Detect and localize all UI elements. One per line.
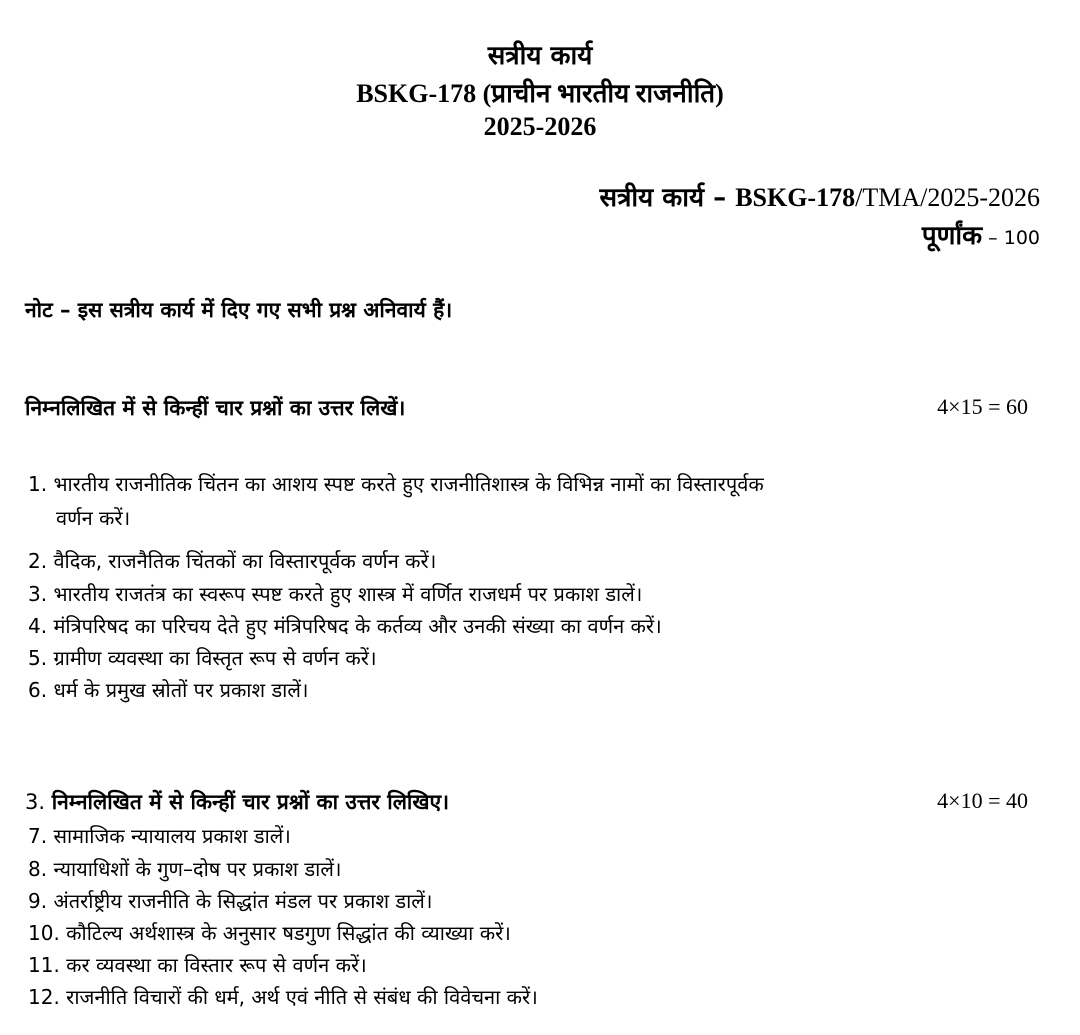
assignment-code bbox=[600, 178, 1041, 214]
course-title bbox=[0, 74, 1080, 110]
section2-number: 3. bbox=[25, 790, 52, 814]
total-marks bbox=[922, 216, 1040, 252]
question-8: 8. न्यायाधिशों के गुण–दोष पर प्रकाश डालें। bbox=[28, 857, 342, 881]
total-marks-sep: – bbox=[982, 227, 1004, 249]
question-10: 10. कौटिल्य अर्थशास्त्र के अनुसार षडगुण सिद्धांत की व्याख्या करें। bbox=[28, 921, 511, 945]
question-11: 11. कर व्यवस्था का विस्तार रूप से वर्णन करें। bbox=[28, 953, 367, 977]
assignment-code-bold: BSKG-178 bbox=[735, 183, 856, 212]
question-6: 6. धर्म के प्रमुख स्रोतों पर प्रकाश डालें। bbox=[28, 678, 309, 702]
assignment-code-rest: /TMA/2025-2026 bbox=[855, 183, 1040, 212]
instruction-note: नोट – इस सत्रीय कार्य में दिए गए सभी प्रश्न अनिवार्य हैं। bbox=[25, 298, 453, 322]
question-3: 3. भारतीय राजतंत्र का स्वरूप स्पष्ट करते हुए शास्त्र में वर्णित राजधर्म पर प्रकाश डालें। bbox=[28, 582, 643, 606]
course-title-text: BSKG-178 (प्राचीन भारतीय राजनीति) bbox=[356, 79, 724, 108]
question-1: 1. भारतीय राजनीतिक चिंतन का आशय स्पष्ट करते हुए राजनीतिशास्त्र के विभिन्न नामों का विस्तारपूर्वक bbox=[28, 472, 764, 496]
question-4: 4. मंत्रिपरिषद का परिचय देते हुए मंत्रिपरिषद के कर्तव्य और उनकी संख्या का वर्णन करें। bbox=[28, 614, 662, 638]
assignment-code-prefix: सत्रीय कार्य – bbox=[599, 183, 736, 213]
total-marks-value: 100 bbox=[1003, 227, 1040, 249]
question-12: 12. राजनीति विचारों की धर्म, अर्थ एवं नीति से संबंध की विवेचना करें। bbox=[28, 985, 538, 1009]
question-5: 5. ग्रामीण व्यवस्था का विस्तृत रूप से वर्णन करें। bbox=[28, 646, 377, 670]
section1-marks: 4×15 = 60 bbox=[937, 394, 1028, 419]
section1-heading: निम्नलिखित में से किन्हीं चार प्रश्नों का उत्तर लिखें। bbox=[25, 396, 406, 420]
total-marks-label: पूर्णांक bbox=[921, 221, 983, 251]
document-title: सत्रीय कार्य bbox=[487, 41, 593, 71]
session-year: 2025-2026 bbox=[483, 112, 597, 141]
question-9: 9. अंतर्राष्ट्रीय राजनीति के सिद्धांत मंडल पर प्रकाश डालें। bbox=[28, 889, 433, 913]
section2-heading bbox=[25, 788, 449, 816]
section2-marks: 4×10 = 40 bbox=[937, 788, 1028, 813]
section2-heading-text: निम्नलिखित में से किन्हीं चार प्रश्नों का उत्तर लिखिए। bbox=[51, 790, 450, 814]
question-1-continued: वर्णन करें। bbox=[56, 506, 131, 530]
question-2: 2. वैदिक, राजनैतिक चिंतकों का विस्तारपूर्वक वर्णन करें। bbox=[28, 549, 437, 573]
question-7: 7. सामाजिक न्यायालय प्रकाश डालें। bbox=[28, 824, 291, 848]
